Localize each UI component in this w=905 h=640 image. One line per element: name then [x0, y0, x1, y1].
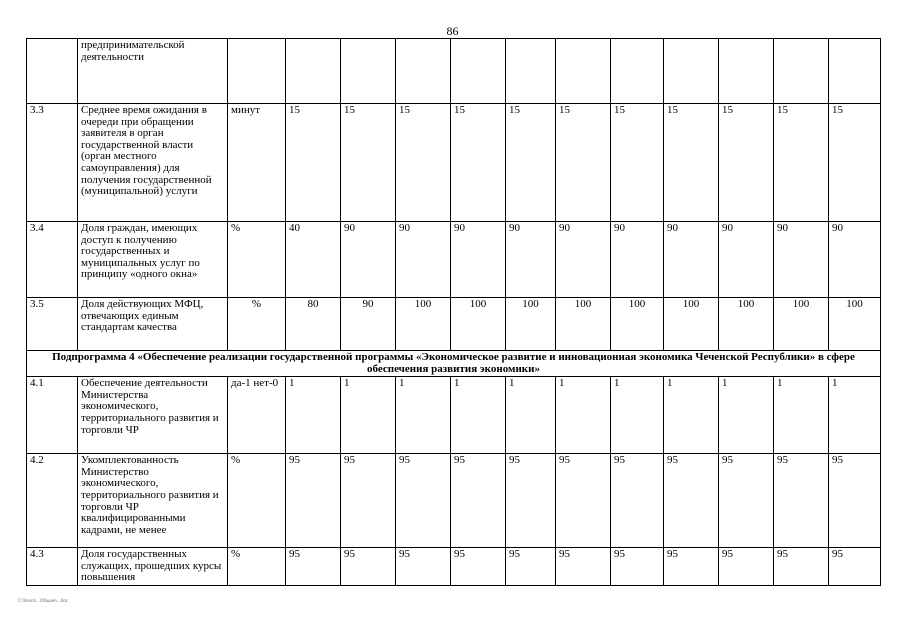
indicator-value: 95 [774, 454, 829, 548]
subprogram-heading: Подпрограмма 4 «Обеспечение реализации государственной программы «Экономическое развитие и инновационная экономика Чеченской Республики» в сфере обеспечения развития экономики» [27, 351, 881, 377]
table-body [27, 39, 881, 586]
indicator-unit: % [228, 548, 286, 586]
indicator-value: 40 [286, 222, 341, 298]
indicator-unit: % [228, 222, 286, 298]
table-row [27, 548, 881, 586]
table-row [27, 104, 881, 222]
indicator-number: 4.1 [27, 377, 78, 454]
indicator-value: 15 [396, 104, 451, 222]
indicator-value: 90 [506, 222, 556, 298]
indicator-name: предпринимательской деятельности [78, 39, 228, 104]
indicator-value: 95 [719, 454, 774, 548]
indicator-number [27, 39, 78, 104]
indicator-value [664, 39, 719, 104]
indicator-value: 95 [556, 454, 611, 548]
indicator-value: 90 [829, 222, 881, 298]
indicator-name: Доля государственных служащих, прошедших курсы повышения [78, 548, 228, 586]
indicator-number: 4.2 [27, 454, 78, 548]
indicator-value: 1 [286, 377, 341, 454]
indicator-number: 3.5 [27, 298, 78, 351]
indicator-value: 1 [664, 377, 719, 454]
indicator-value: 90 [664, 222, 719, 298]
indicator-value: 95 [341, 548, 396, 586]
indicator-name: Доля действующих МФЦ, отвечающих единым стандартам качества [78, 298, 228, 351]
subprogram-heading-row [27, 351, 881, 377]
indicator-value: 90 [556, 222, 611, 298]
indicator-value: 100 [664, 298, 719, 351]
table-row [27, 377, 881, 454]
indicator-value: 1 [506, 377, 556, 454]
indicator-value: 90 [774, 222, 829, 298]
indicator-value: 95 [829, 548, 881, 586]
indicator-value: 100 [611, 298, 664, 351]
indicator-value: 90 [396, 222, 451, 298]
indicator-value: 95 [556, 548, 611, 586]
indicator-value: 15 [611, 104, 664, 222]
indicator-number: 3.4 [27, 222, 78, 298]
indicator-number: 3.3 [27, 104, 78, 222]
indicator-value [829, 39, 881, 104]
indicator-name: Среднее время ожидания в очереди при обращении заявителя в орган государственной власти (орган местного самоуправления) для получения государственной (муниципальной) услуги [78, 104, 228, 222]
indicator-name: Обеспечение деятельности Министерства экономического, территориального развития и торговли ЧР [78, 377, 228, 454]
indicator-name: Доля граждан, имеющих доступ к получению государственных и муниципальных услуг по принципу «одного окна» [78, 222, 228, 298]
table-row [27, 222, 881, 298]
indicator-unit: % [228, 298, 286, 351]
indicator-unit: да-1 нет-0 [228, 377, 286, 454]
indicator-value: 15 [451, 104, 506, 222]
indicator-value [611, 39, 664, 104]
indicator-value: 15 [664, 104, 719, 222]
indicator-value: 90 [451, 222, 506, 298]
indicator-value [774, 39, 829, 104]
indicator-number: 4.3 [27, 548, 78, 586]
indicator-name: Укомплектованность Министерство экономического, территориального развития и торговли ЧР квалифицированными кадрами, не менее [78, 454, 228, 548]
indicator-value: 90 [341, 298, 396, 351]
indicator-value: 95 [611, 454, 664, 548]
indicator-value [719, 39, 774, 104]
indicator-value [286, 39, 341, 104]
indicator-value: 90 [611, 222, 664, 298]
indicator-unit [228, 39, 286, 104]
indicator-value [451, 39, 506, 104]
indicator-value: 100 [506, 298, 556, 351]
indicator-value: 1 [341, 377, 396, 454]
indicator-value: 15 [719, 104, 774, 222]
indicator-value: 1 [774, 377, 829, 454]
indicator-value: 80 [286, 298, 341, 351]
indicator-value: 95 [506, 454, 556, 548]
indicator-value: 95 [719, 548, 774, 586]
indicator-value: 100 [451, 298, 506, 351]
indicator-value: 100 [396, 298, 451, 351]
indicator-value: 95 [611, 548, 664, 586]
indicator-value: 95 [286, 548, 341, 586]
indicator-value: 1 [829, 377, 881, 454]
indicator-value: 95 [664, 454, 719, 548]
indicator-value: 95 [451, 548, 506, 586]
indicator-value: 95 [396, 548, 451, 586]
indicator-value: 95 [506, 548, 556, 586]
indicator-value: 95 [829, 454, 881, 548]
indicators-table [26, 38, 881, 586]
indicator-value: 15 [556, 104, 611, 222]
indicator-value: 100 [829, 298, 881, 351]
indicator-value: 1 [719, 377, 774, 454]
indicator-value: 90 [341, 222, 396, 298]
indicator-value: 95 [664, 548, 719, 586]
indicator-value: 95 [451, 454, 506, 548]
indicator-value: 15 [506, 104, 556, 222]
indicator-value: 1 [611, 377, 664, 454]
indicator-value [506, 39, 556, 104]
indicator-value: 15 [774, 104, 829, 222]
indicator-value: 100 [556, 298, 611, 351]
indicator-value: 100 [719, 298, 774, 351]
page-number: 86 [446, 24, 459, 38]
indicator-value: 95 [286, 454, 341, 548]
indicator-value: 100 [774, 298, 829, 351]
indicator-unit: минут [228, 104, 286, 222]
indicator-value: 15 [829, 104, 881, 222]
indicator-value: 90 [719, 222, 774, 298]
indicator-value: 1 [396, 377, 451, 454]
table-row [27, 39, 881, 104]
file-path-footer: C:\Users\...\Общее\...doc [18, 598, 68, 603]
indicator-value: 95 [774, 548, 829, 586]
table-row [27, 454, 881, 548]
indicator-value: 1 [451, 377, 506, 454]
indicator-value [341, 39, 396, 104]
indicator-value: 15 [286, 104, 341, 222]
indicator-value: 95 [396, 454, 451, 548]
table-row [27, 298, 881, 351]
indicator-value [396, 39, 451, 104]
indicator-value: 95 [341, 454, 396, 548]
indicator-value [556, 39, 611, 104]
indicator-unit: % [228, 454, 286, 548]
indicator-value: 15 [341, 104, 396, 222]
indicator-value: 1 [556, 377, 611, 454]
